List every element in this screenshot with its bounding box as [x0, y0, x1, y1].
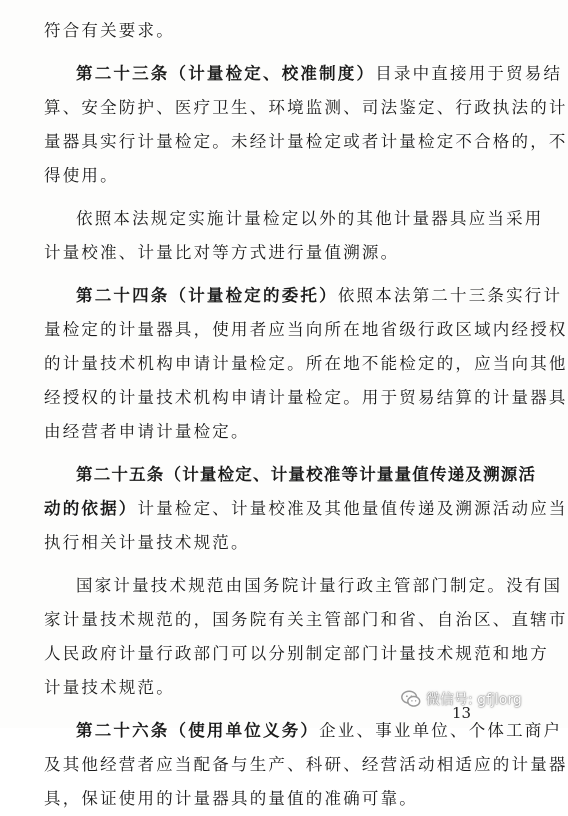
line-text: 量检定的计量器具，使用者应当向所在地省级行政区域内经授权 — [44, 320, 568, 339]
article-24-heading-line — [44, 279, 563, 313]
text-line — [44, 14, 534, 48]
wechat-icon — [400, 688, 422, 710]
text-line — [44, 236, 534, 270]
line-text: 计量技术规范。 — [44, 678, 175, 697]
line-text: 家计量技术规范的，国务院有关主管部门和省、自治区、直辖市 — [44, 610, 568, 629]
text-line — [44, 202, 544, 236]
line-text: 符合有关要求。 — [44, 21, 175, 40]
article-25-heading-cont — [44, 492, 568, 526]
line-text: 具，保证使用的计量器具的量值的准确可靠。 — [44, 789, 418, 808]
line-text: 目录中直接用于贸易结 — [375, 64, 563, 83]
watermark-label: 微信号: gfjlorg — [426, 692, 522, 708]
text-line — [44, 782, 534, 816]
text-line — [44, 125, 568, 159]
line-text: 算、安全防护、医疗卫生、环境监测、司法鉴定、行政执法的计 — [44, 98, 568, 117]
text-line — [44, 603, 568, 637]
text-line — [44, 415, 534, 449]
text-line — [44, 569, 563, 603]
text-line — [44, 637, 549, 671]
line-text: 的计量技术机构申请计量检定。所在地不能检定的，应当向其他 — [44, 354, 568, 373]
line-text: 由经营者申请计量检定。 — [44, 422, 250, 441]
line-text: 及其他经营者应当配备与生产、科研、经营活动相适应的计量器 — [44, 755, 568, 774]
line-text: 人民政府计量行政部门可以分别制定部门计量技术规范和地方 — [44, 644, 549, 663]
text-line — [44, 91, 568, 125]
line-text: 计量校准、计量比对等方式进行量值溯源。 — [44, 243, 400, 262]
article-26-title: 第二十六条（使用单位义务） — [76, 721, 320, 740]
text-line — [44, 313, 568, 347]
article-25-title: 第二十五条（计量检定、计量校准等计量量值传递及溯源活 — [76, 465, 537, 484]
text-line — [44, 526, 534, 560]
article-25-heading-line — [44, 458, 537, 492]
line-text: 执行相关计量技术规范。 — [44, 533, 250, 552]
text-line — [44, 381, 568, 415]
line-text: 国家计量技术规范由国务院计量行政主管部门制定。没有国 — [76, 576, 563, 595]
article-23-heading-line — [44, 57, 563, 91]
line-text: 经授权的计量技术机构申请计量检定。用于贸易结算的计量器具 — [44, 388, 568, 407]
line-text: 依照本法规定实施计量检定以外的其他计量器具应当采用 — [76, 209, 544, 228]
article-23-title: 第二十三条（计量检定、校准制度） — [76, 64, 376, 83]
line-text: 依照本法第二十三条实行计 — [337, 286, 563, 305]
article-24-title: 第二十四条（计量检定的委托） — [76, 286, 338, 305]
article-25-title-cont: 动的依据） — [44, 499, 138, 518]
text-line — [44, 347, 568, 381]
line-text: 企业、事业单位、个体工商户 — [319, 721, 563, 740]
text-line — [44, 748, 568, 782]
line-text: 得使用。 — [44, 166, 119, 185]
page-number: 13 — [452, 704, 472, 722]
text-line — [44, 159, 534, 193]
line-text: 量器具实行计量检定。未经计量检定或者计量检定不合格的，不 — [44, 132, 568, 151]
line-text: 计量检定、计量校准及其他量值传递及溯源活动应当 — [137, 499, 568, 518]
